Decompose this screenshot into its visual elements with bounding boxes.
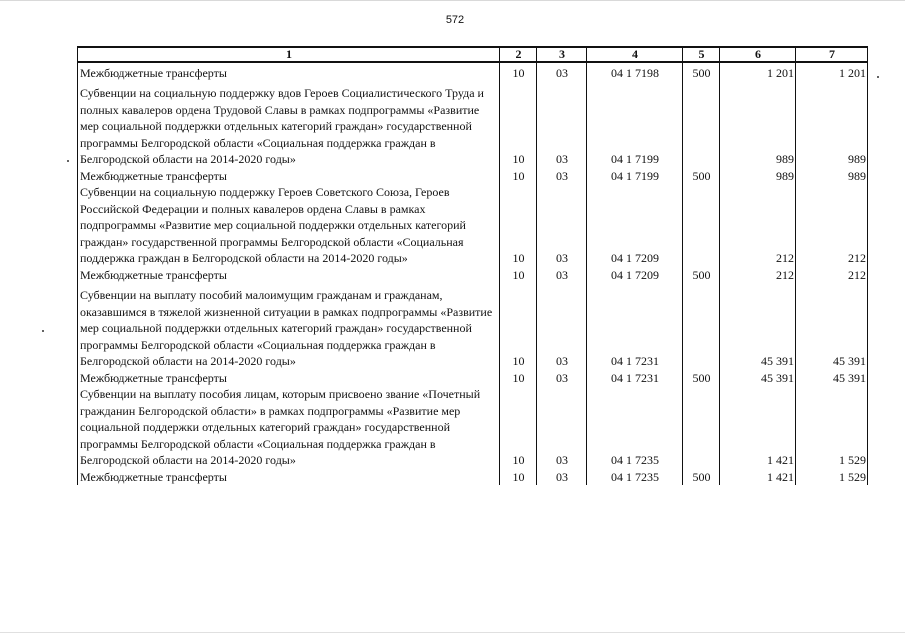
budget-table (77, 46, 868, 485)
row-amount-7: 212 (796, 267, 868, 284)
row-section: 10 (500, 386, 537, 469)
table-header-row (78, 47, 868, 62)
row-expense-type: 500 (683, 168, 720, 185)
row-amount-6: 212 (720, 184, 796, 267)
table-row (78, 62, 868, 81)
row-target-code: 04 1 7198 (587, 62, 683, 81)
row-amount-7: 212 (796, 184, 868, 267)
table-row (78, 267, 868, 284)
row-expense-type: 500 (683, 370, 720, 387)
table-row (78, 370, 868, 387)
row-subsection: 03 (537, 62, 587, 81)
scan-speck (67, 160, 69, 162)
row-description: Субвенции на социальную поддержку Героев Советского Союза, Героев Российской Федерации и полных кавалеров ордена Славы в рамках подпрограммы «Развитие мер социальной поддержки отдельных категорий граждан» государственной программы Белгородской области «Социальная поддержка граждан в Белгородской области на 2014-2020 годы» (78, 184, 500, 267)
row-expense-type (683, 287, 720, 370)
row-section: 10 (500, 287, 537, 370)
row-target-code: 04 1 7199 (587, 168, 683, 185)
row-section: 10 (500, 62, 537, 81)
header-col-5: 5 (683, 47, 720, 62)
row-description: Межбюджетные трансферты (78, 370, 500, 387)
row-amount-6: 45 391 (720, 287, 796, 370)
row-section: 10 (500, 370, 537, 387)
row-subsection: 03 (537, 184, 587, 267)
row-description: Межбюджетные трансферты (78, 469, 500, 486)
row-subsection: 03 (537, 469, 587, 486)
scan-speck (42, 330, 44, 332)
header-col-2: 2 (500, 47, 537, 62)
row-amount-6: 45 391 (720, 370, 796, 387)
row-section: 10 (500, 267, 537, 284)
top-border-line (0, 0, 905, 1)
row-description: Субвенции на выплату пособий малоимущим гражданам и гражданам, оказавшимся в тяжелой жизненной ситуации в рамках подпрограммы «Развитие мер социальной поддержки отдельных категорий граждан» государственной программы Белгородской области «Социальная поддержка граждан в Белгородской области на 2014-2020 годы» (78, 287, 500, 370)
row-subsection: 03 (537, 85, 587, 168)
row-amount-7: 45 391 (796, 370, 868, 387)
table-row (78, 287, 868, 370)
row-target-code: 04 1 7235 (587, 469, 683, 486)
row-amount-7: 1 529 (796, 469, 868, 486)
row-amount-6: 1 421 (720, 386, 796, 469)
bottom-scan-line (0, 632, 905, 633)
header-col-4: 4 (587, 47, 683, 62)
row-target-code: 04 1 7199 (587, 85, 683, 168)
row-expense-type (683, 184, 720, 267)
row-section: 10 (500, 469, 537, 486)
row-amount-7: 989 (796, 168, 868, 185)
row-target-code: 04 1 7209 (587, 267, 683, 284)
row-target-code: 04 1 7231 (587, 370, 683, 387)
row-expense-type (683, 85, 720, 168)
row-amount-7: 1 201 (796, 62, 868, 81)
row-expense-type: 500 (683, 469, 720, 486)
row-subsection: 03 (537, 370, 587, 387)
row-target-code: 04 1 7209 (587, 184, 683, 267)
page-number: 572 (445, 14, 465, 26)
row-amount-7: 1 529 (796, 386, 868, 469)
header-col-3: 3 (537, 47, 587, 62)
row-subsection: 03 (537, 267, 587, 284)
row-target-code: 04 1 7235 (587, 386, 683, 469)
header-col-1: 1 (78, 47, 500, 62)
row-section: 10 (500, 85, 537, 168)
row-amount-6: 1 421 (720, 469, 796, 486)
row-expense-type: 500 (683, 62, 720, 81)
row-description: Субвенции на выплату пособия лицам, которым присвоено звание «Почетный гражданин Белгородской области» в рамках подпрограммы «Развитие мер социальной поддержки отдельных категорий граждан» государственной программы Белгородской области «Социальная поддержка граждан в Белгородской области на 2014-2020 годы» (78, 386, 500, 469)
row-subsection: 03 (537, 287, 587, 370)
row-section: 10 (500, 168, 537, 185)
table-row (78, 184, 868, 267)
row-expense-type (683, 386, 720, 469)
row-amount-7: 45 391 (796, 287, 868, 370)
row-section: 10 (500, 184, 537, 267)
row-expense-type: 500 (683, 267, 720, 284)
row-target-code: 04 1 7231 (587, 287, 683, 370)
row-amount-6: 989 (720, 85, 796, 168)
row-amount-6: 212 (720, 267, 796, 284)
table-row (78, 85, 868, 168)
row-subsection: 03 (537, 168, 587, 185)
row-amount-7: 989 (796, 85, 868, 168)
row-amount-6: 1 201 (720, 62, 796, 81)
row-subsection: 03 (537, 386, 587, 469)
table-row (78, 386, 868, 469)
row-description: Межбюджетные трансферты (78, 267, 500, 284)
row-description: Межбюджетные трансферты (78, 62, 500, 81)
row-description: Субвенции на социальную поддержку вдов Героев Социалистического Труда и полных кавалеров ордена Трудовой Славы в рамках подпрограммы «Развитие мер социальной поддержки отдельных категорий граждан» государственной программы Белгородской области «Социальная поддержка граждан в Белгородской области на 2014-2020 годы» (78, 85, 500, 168)
table-row (78, 168, 868, 185)
row-amount-6: 989 (720, 168, 796, 185)
row-description: Межбюджетные трансферты (78, 168, 500, 185)
header-col-7: 7 (796, 47, 868, 62)
header-col-6: 6 (720, 47, 796, 62)
scan-speck (877, 76, 879, 78)
table-row (78, 469, 868, 486)
